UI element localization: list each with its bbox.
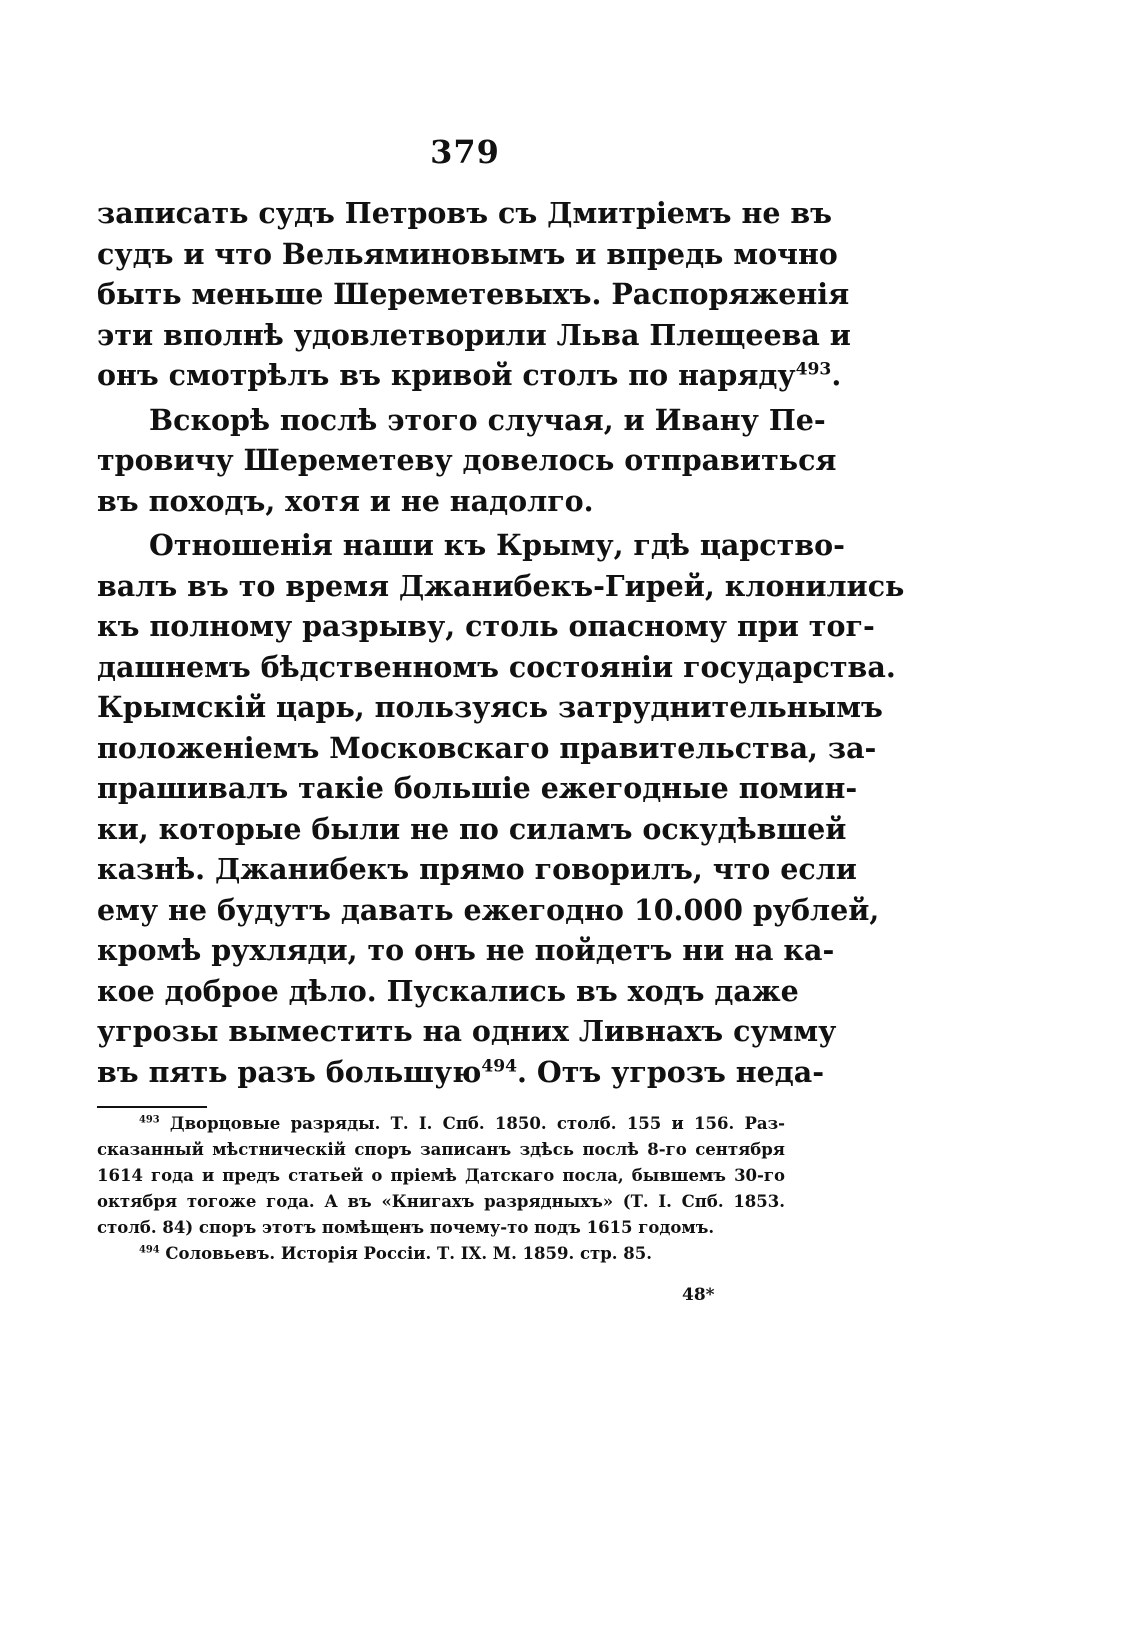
text-fragment: въ пять разъ большую xyxy=(97,1054,482,1089)
text-line: кромѣ рухляди, то онъ не пойдетъ ни на ка- xyxy=(97,933,835,967)
text-line: Крымскій царь, пользуясь затруднительнымъ xyxy=(97,690,883,724)
footnote-number: 493 xyxy=(139,1114,160,1126)
footnotes xyxy=(97,1111,785,1267)
text-line: положеніемъ Московскаго правительства, за- xyxy=(97,730,877,765)
footnote-line: сказанный мѣстническій споръ записанъ здѣсь послѣ 8-го сентября xyxy=(97,1140,785,1159)
text-fragment: . Отъ угрозъ неда- xyxy=(517,1054,825,1089)
text-line: прашивалъ такіе большіе ежегодные помин- xyxy=(97,771,858,805)
footnote-divider xyxy=(97,1106,207,1108)
printer-signature-mark: 48* xyxy=(682,1285,715,1305)
footnote-ref-494[interactable]: 494 xyxy=(481,1056,518,1076)
text-line: судъ и что Вельяминовымъ и впредь мочно xyxy=(97,236,838,271)
text-line: ему не будутъ давать ежегодно 10.000 рублей, xyxy=(97,892,880,927)
footnote-ref-493[interactable]: 493 xyxy=(795,359,832,380)
footnote-line: октября тогоже года. А въ «Книгахъ разрядныхъ» (Т. I. Спб. 1853. xyxy=(97,1192,785,1211)
footnote-493 xyxy=(97,1111,785,1137)
footnote-line: 1614 года и предъ статьей о пріемѣ Датскаго посла, бывшемъ 30-го xyxy=(97,1166,785,1185)
text-line xyxy=(97,1052,825,1093)
text-line: тровичу Шереметеву довелось отправиться xyxy=(97,443,837,477)
footnote-number: 494 xyxy=(139,1244,160,1256)
text-line: быть меньше Шереметевыхъ. Распоряженія xyxy=(97,277,850,311)
text-line: валъ въ то время Джанибекъ-Гирей, клонились xyxy=(97,568,905,603)
text-line: въ походъ, хотя и не надолго. xyxy=(97,483,594,518)
text-line: записать судъ Петровъ съ Дмитріемъ не въ xyxy=(97,196,833,230)
text-line: Вскорѣ послѣ этого случая, и Ивану Пе- xyxy=(149,402,826,437)
text-line: казнѣ. Джанибекъ прямо говорилъ, что если xyxy=(97,852,857,886)
text-line: дашнемъ бѣдственномъ состояніи государства. xyxy=(97,649,896,684)
text-line xyxy=(97,355,842,396)
footnote-text: Дворцовые разряды. Т. I. Спб. 1850. столб. 155 и 156. Раз- xyxy=(169,1114,786,1133)
text-line: къ полному разрыву, столь опасному при тог- xyxy=(97,609,875,643)
text-line: ки, которые были не по силамъ оскудѣвшей xyxy=(97,811,847,846)
text-line: эти вполнѣ удовлетворили Льва Плещеева и xyxy=(97,317,851,352)
main-text xyxy=(97,193,905,1092)
text-line: угрозы выместить на одних Ливнахъ сумму xyxy=(97,1014,837,1048)
footnote-text: Соловьевъ. Исторія Россіи. Т. IX. М. 1859. стр. 85. xyxy=(165,1244,652,1263)
text-fragment: . xyxy=(831,358,842,392)
footnote-line: столб. 84) споръ этотъ помѣщенъ почему-то подъ 1615 годомъ. xyxy=(97,1218,715,1237)
text-line: Отношенія наши къ Крыму, гдѣ царство- xyxy=(149,528,845,562)
text-line: кое доброе дѣло. Пускались въ ходъ даже xyxy=(97,973,799,1008)
footnote-494 xyxy=(97,1241,785,1267)
page-number: 379 xyxy=(430,133,500,171)
text-fragment: онъ смотрѣлъ въ кривой столъ по наряду xyxy=(97,358,796,392)
